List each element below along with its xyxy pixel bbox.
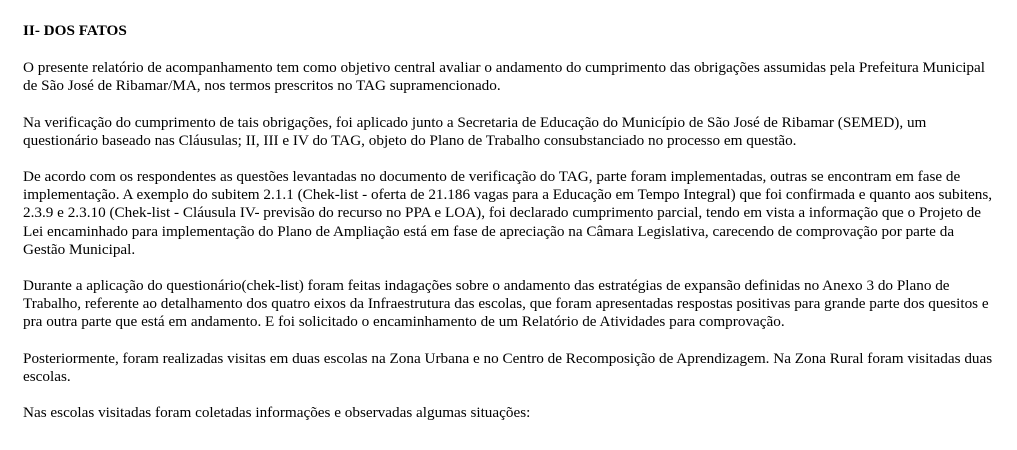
paragraph-visits: Posteriormente, foram realizadas visitas em duas escolas na Zona Urbana e no Centro de Recomposição de Aprendizagem. Na Zona Rural foram visitadas duas escolas. — [23, 349, 993, 385]
document-body — [23, 22, 999, 422]
paragraph-observations: Nas escolas visitadas foram coletadas informações e observadas algumas situações: — [23, 404, 531, 422]
paragraph-respondents: De acordo com os respondentes as questões levantadas no documento de verificação do TAG, parte foram implementadas, outras se encontram em fase de implementação. A exemplo do subitem 2.1.1 (Chek-list - oferta de 21.186 vagas para a Educação em Tempo Integral) que foi confirmada e quanto aos subitens, 2.3.9 e 2.3.10 (Chek-list - Cláusula IV- previsão do recurso no PPA e LOA), foi declarado cumprimento parcial, tendo em vista a informação que o Projeto de Lei encaminhado para implementação do Plano de Ampliação está em fase de apreciação na Câmara Legislativa, carecendo de comprovação por parte da Gestão Municipal. — [23, 168, 993, 258]
section-heading: II- DOS FATOS — [23, 22, 127, 39]
paragraph-questionnaire: Na verificação do cumprimento de tais obrigações, foi aplicado junto a Secretaria de Educação do Município de São José de Ribamar (SEMED), um questionário baseado nas Cláusulas; II, III e IV do TAG, objeto do Plano de Trabalho consubstanciado no processo em questão. — [23, 113, 927, 149]
paragraph-checklist: Durante a aplicação do questionário(chek-list) foram feitas indagações sobre o andamento das estratégias de expansão definidas no Anexo 3 do Plano de Trabalho, referente ao detalhamento dos quatro eixos da Infraestrutura das escolas, que foram apresentadas respostas positivas para grande parte dos quesitos e pra outra parte que está em andamento. E foi solicitado o encaminhamento de um Relatório de Atividades para comprovação. — [23, 277, 989, 331]
paragraph-objective: O presente relatório de acompanhamento tem como objetivo central avaliar o andamento do cumprimento das obrigações assumidas pela Prefeitura Municipal de São José de Ribamar/MA, nos termos prescritos no TAG supramencionado. — [23, 59, 985, 95]
